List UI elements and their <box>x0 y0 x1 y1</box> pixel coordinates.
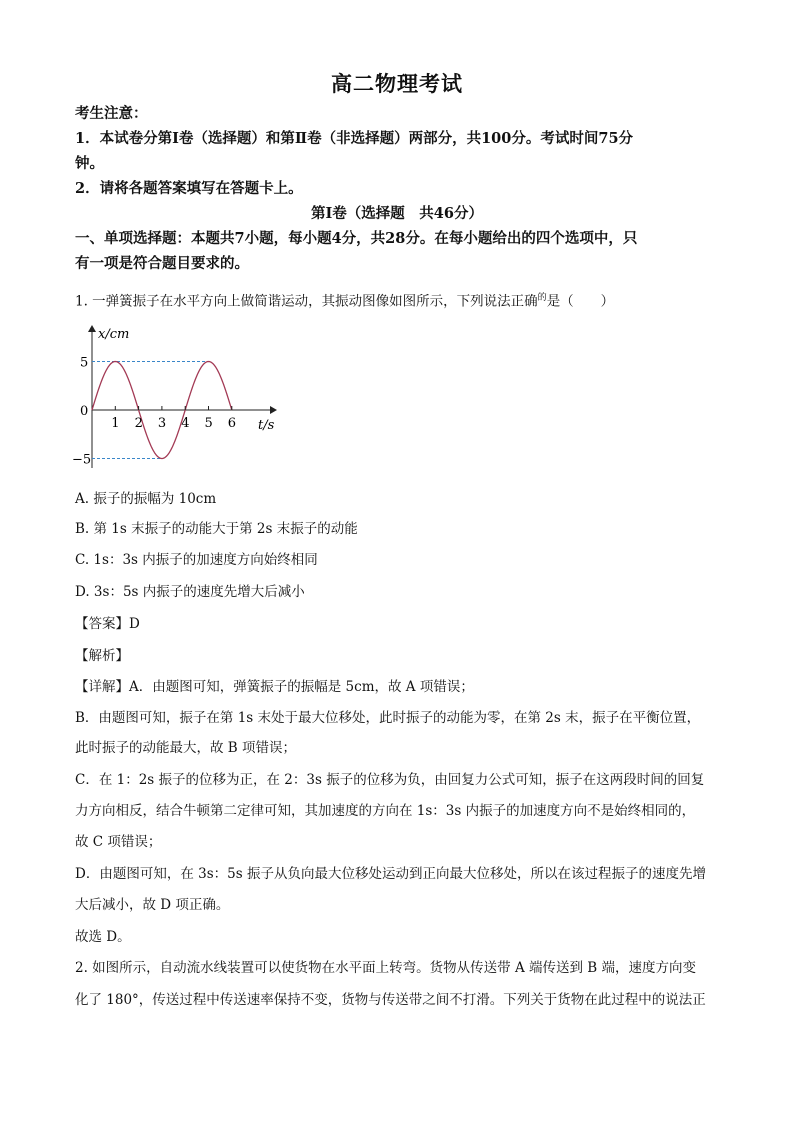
notice-heading: 考生注意： <box>75 105 148 122</box>
option-b: B. 第 1s 末振子的动能大于第 2s 末振子的动能 <box>75 521 358 537</box>
stem-text: 1. 一弹簧振子在水平方向上做简谐运动，其振动图像如图所示，下列说法正确 <box>75 293 538 310</box>
notice-item-2: 2．请将各题答案填写在答题卡上。 <box>75 180 303 197</box>
x-tick-label: 1 <box>111 416 120 431</box>
x-tick-label: 5 <box>204 416 213 431</box>
detail-line: 此时振子的动能最大，故 B 项错误； <box>75 740 297 756</box>
answer: 【答案】D <box>75 616 140 632</box>
x-tick-label: 2 <box>134 416 143 431</box>
part1-heading: 第Ⅰ卷（选择题 共46分） <box>311 205 483 222</box>
y-axis-label: x/cm <box>98 327 130 342</box>
vibration-graph <box>72 322 282 474</box>
notice-item-1-cont: 钟。 <box>75 155 104 172</box>
option-a: A. 振子的振幅为 10cm <box>75 491 217 507</box>
stem-superscript: 的 <box>537 293 547 303</box>
option-d: D. 3s：5s 内振子的速度先增大后减小 <box>75 584 305 600</box>
notice-item-1: 1．本试卷分第Ⅰ卷（选择题）和第Ⅱ卷（非选择题）两部分，共100分。考试时间75分 <box>75 130 634 147</box>
option-c: C. 1s：3s 内振子的加速度方向始终相同 <box>75 552 318 568</box>
question-2-line: 2. 如图所示，自动流水线装置可以使货物在水平面上转弯。货物从传送带 A 端传送到 B 端，速度方向变 <box>75 960 697 976</box>
detail-line: 故选 D。 <box>75 929 131 945</box>
section-heading-cont: 有一项是符合题目要求的。 <box>75 255 249 272</box>
y-tick-label-negative: −5 <box>72 452 92 468</box>
x-tick-label: 6 <box>227 416 237 431</box>
origin-label: 0 <box>80 404 89 419</box>
x-axis-label: t/s <box>258 418 275 433</box>
detail-line: 【详解】A．由题图可知，弹簧振子的振幅是 5cm，故 A 项错误； <box>75 679 474 695</box>
question-1-stem <box>75 288 735 312</box>
y-tick-label-positive: 5 <box>80 355 89 371</box>
detail-line: D．由题图可知，在 3s：5s 振子从负向最大位移处运动到正向最大位移处，所以在该过程振子的速度先增 <box>75 866 706 882</box>
stem-end: 是（ ） <box>546 293 615 310</box>
page-title: 高二物理考试 <box>331 71 463 96</box>
detail-line: B．由题图可知，振子在第 1s 末处于最大位移处，此时振子的动能为零，在第 2s 末，振子在平衡位置， <box>75 710 701 726</box>
detail-line: 大后减小，故 D 项正确。 <box>75 897 230 913</box>
section-heading: 一、单项选择题：本题共7小题，每小题4分，共28分。在每小题给出的四个选项中，只 <box>75 230 638 247</box>
detail-line: C．在 1：2s 振子的位移为正，在 2：3s 振子的位移为负，由回复力公式可知，振子在这两段时间的回复 <box>75 772 705 788</box>
question-2-line: 化了 180°，传送过程中传送速率保持不变，货物与传送带之间不打滑。下列关于货物在此过程中的说法正 <box>75 992 706 1008</box>
analysis-label: 【解析】 <box>75 648 129 664</box>
x-tick-label: 4 <box>181 416 190 431</box>
x-tick-label: 3 <box>157 416 167 431</box>
detail-line: 故 C 项错误； <box>75 834 162 850</box>
detail-line: 力方向相反，结合牛顿第二定律可知，其加速度的方向在 1s：3s 内振子的加速度方向不是始终相同的， <box>75 803 696 819</box>
